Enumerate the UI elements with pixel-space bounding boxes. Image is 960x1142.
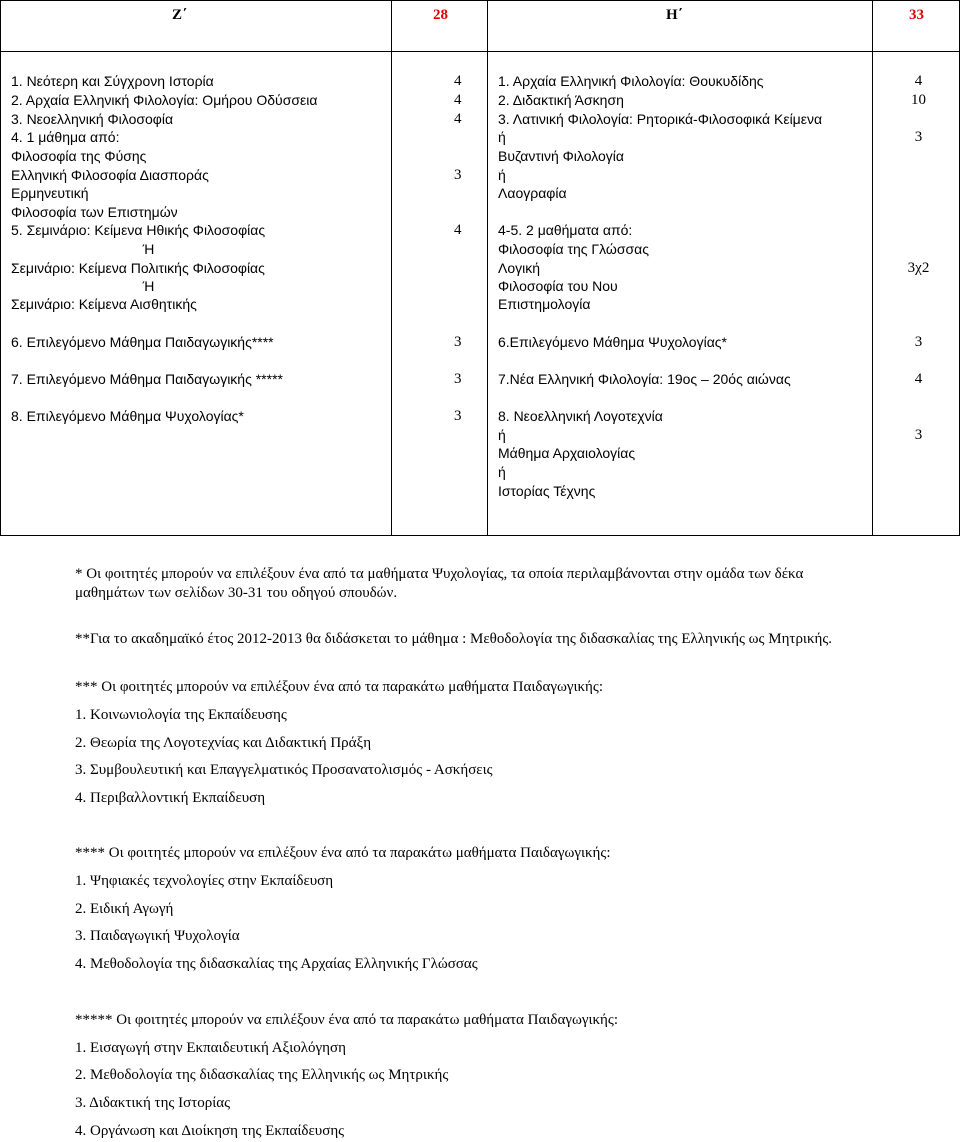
right-course-3: 3. Λατινική Φιλολογία: Ρητορικά-Φιλοσοφικά Κείμενα xyxy=(498,111,823,127)
semester-z-total: 28 xyxy=(433,7,448,23)
left-units-3: 4 xyxy=(454,111,462,127)
right-course-3-option-2: Βυζαντινή Φιλολογία xyxy=(498,148,625,164)
left-course-4-option-3: Ερμηνευτική xyxy=(11,185,89,201)
footnote-3-item-3: 3. Συμβουλευτική και Επαγγελματικός Προσανατολισμός - Ασκήσεις xyxy=(75,762,493,778)
footnote-4-item-4: 4. Μεθοδολογία της διδασκαλίας της Αρχαίας Ελληνικής Γλώσσας xyxy=(75,956,478,972)
left-course-6: 6. Επιλεγόμενο Μάθημα Παιδαγωγικής**** xyxy=(11,334,274,350)
left-course-3: 3. Νεοελληνική Φιλοσοφία xyxy=(11,111,174,127)
left-course-5-option-3: Σεμινάριο: Κείμενα Αισθητικής xyxy=(11,296,197,312)
right-course-8-or-2: ή xyxy=(498,464,506,480)
left-course-5-or-2: Ή xyxy=(142,278,155,294)
right-course-2: 2. Διδακτική Άσκηση xyxy=(498,92,624,108)
footnote-1-line-1: * Οι φοιτητές μπορούν να επιλέξουν ένα από τα μαθήματα Ψυχολογίας, τα οποία περιλαμβάνονται στην ομάδα των δέκα xyxy=(75,566,804,582)
footnote-4-item-3: 3. Παιδαγωγική Ψυχολογία xyxy=(75,928,240,944)
left-course-5-or-1: Ή xyxy=(142,241,155,257)
right-units-3: 3 xyxy=(914,129,923,145)
left-units-5: 4 xyxy=(454,222,462,238)
footnote-3-item-2: 2. Θεωρία της Λογοτεχνίας και Διδακτική Πράξη xyxy=(75,735,372,751)
footnote-1-line-2: μαθημάτων των σελίδων 30-31 του οδηγού σπουδών. xyxy=(75,585,398,601)
semester-h-label: Η΄ xyxy=(666,7,683,23)
right-course-3-or-2: ή xyxy=(498,167,506,183)
footnote-5-item-4: 4. Οργάνωση και Διοίκηση της Εκπαίδευσης xyxy=(75,1123,345,1139)
semester-z-label: Ζ΄ xyxy=(172,7,187,23)
left-course-7: 7. Επιλεγόμενο Μάθημα Παιδαγωγικής ***** xyxy=(11,371,283,387)
left-course-4-option-4: Φιλοσοφία των Επιστημών xyxy=(11,204,178,220)
footnote-4-item-1: 1. Ψηφιακές τεχνολογίες στην Εκπαίδευση xyxy=(75,873,334,889)
left-course-4-option-2: Ελληνική Φιλοσοφία Διασποράς xyxy=(11,167,209,183)
column-divider-right xyxy=(872,1,873,535)
right-course-8-option-2: Μάθημα Αρχαιολογίας xyxy=(498,445,636,461)
right-course-7: 7.Νέα Ελληνική Φιλολογία: 19ος – 20ός αιώνας xyxy=(498,371,791,387)
left-course-5-option-2: Σεμινάριο: Κείμενα Πολιτικής Φιλοσοφίας xyxy=(11,260,265,276)
column-divider-left xyxy=(391,1,392,535)
left-units-8: 3 xyxy=(454,408,462,424)
footnote-5-item-2: 2. Μεθοδολογία της διδασκαλίας της Ελληνικής ως Μητρικής xyxy=(75,1067,449,1083)
right-course-4-5: 4-5. 2 μαθήματα από: xyxy=(498,222,633,238)
curriculum-table xyxy=(0,0,960,536)
header-divider xyxy=(1,51,959,52)
right-course-4-5-option-2: Λογική xyxy=(498,260,541,276)
footnote-3-item-1: 1. Κοινωνιολογία της Εκπαίδευσης xyxy=(75,707,287,723)
right-course-6: 6.Επιλεγόμενο Μάθημα Ψυχολογίας* xyxy=(498,334,727,350)
right-course-8-option-3: Ιστορίας Τέχνης xyxy=(498,483,596,499)
right-units-2: 10 xyxy=(911,92,926,108)
right-course-8-or-1: ή xyxy=(498,427,506,443)
left-units-1: 4 xyxy=(454,73,462,89)
footnote-5-item-3: 3. Διδακτική της Ιστορίας xyxy=(75,1095,231,1111)
footnote-5-item-1: 1. Εισαγωγή στην Εκπαιδευτική Αξιολόγηση xyxy=(75,1040,346,1056)
right-course-3-or-1: ή xyxy=(498,129,506,145)
right-course-3-option-3: Λαογραφία xyxy=(498,185,567,201)
right-units-1: 4 xyxy=(914,73,923,89)
left-course-2: 2. Αρχαία Ελληνική Φιλολογία: Ομήρου Οδύσσεια xyxy=(11,92,318,108)
semester-h-total: 33 xyxy=(909,7,924,23)
left-units-2: 4 xyxy=(454,92,462,108)
right-course-8: 8. Νεοελληνική Λογοτεχνία xyxy=(498,408,663,424)
right-units-6: 3 xyxy=(914,334,923,350)
right-units-8: 3 xyxy=(914,427,923,443)
right-course-1: 1. Αρχαία Ελληνική Φιλολογία: Θουκυδίδης xyxy=(498,73,764,89)
footnote-3-item-4: 4. Περιβαλλοντική Εκπαίδευση xyxy=(75,790,266,806)
footnote-3-intro: *** Οι φοιτητές μπορούν να επιλέξουν ένα από τα παρακάτω μαθήματα Παιδαγωγικής: xyxy=(75,679,603,695)
footnote-2: **Για το ακαδημαϊκό έτος 2012-2013 θα διδάσκεται το μάθημα : Μεθοδολογία της διδασκαλίας της Ελληνικής ως Μητρικής. xyxy=(75,631,833,647)
right-units-4-5: 3χ2 xyxy=(907,260,930,276)
left-course-4: 4. 1 μάθημα από: xyxy=(11,129,120,145)
left-course-1: 1. Νεότερη και Σύγχρονη Ιστορία xyxy=(11,73,214,89)
left-units-7: 3 xyxy=(454,371,462,387)
right-units-7: 4 xyxy=(914,371,923,387)
left-units-6: 3 xyxy=(454,334,462,350)
footnote-4-intro: **** Οι φοιτητές μπορούν να επιλέξουν ένα από τα παρακάτω μαθήματα Παιδαγωγικής: xyxy=(75,845,611,861)
left-course-4-option-1: Φιλοσοφία της Φύσης xyxy=(11,148,147,164)
column-divider-middle xyxy=(487,1,488,535)
footnote-5-intro: ***** Οι φοιτητές μπορούν να επιλέξουν ένα από τα παρακάτω μαθήματα Παιδαγωγικής: xyxy=(75,1012,618,1028)
right-course-4-5-option-4: Επιστημολογία xyxy=(498,296,591,312)
left-units-4: 3 xyxy=(454,167,462,183)
left-course-8: 8. Επιλεγόμενο Μάθημα Ψυχολογίας* xyxy=(11,408,244,424)
right-course-4-5-option-1: Φιλοσοφία της Γλώσσας xyxy=(498,241,649,257)
footnote-4-item-2: 2. Ειδική Αγωγή xyxy=(75,901,174,917)
right-course-4-5-option-3: Φιλοσοφία του Νου xyxy=(498,278,618,294)
left-course-5: 5. Σεμινάριο: Κείμενα Ηθικής Φιλοσοφίας xyxy=(11,222,266,238)
